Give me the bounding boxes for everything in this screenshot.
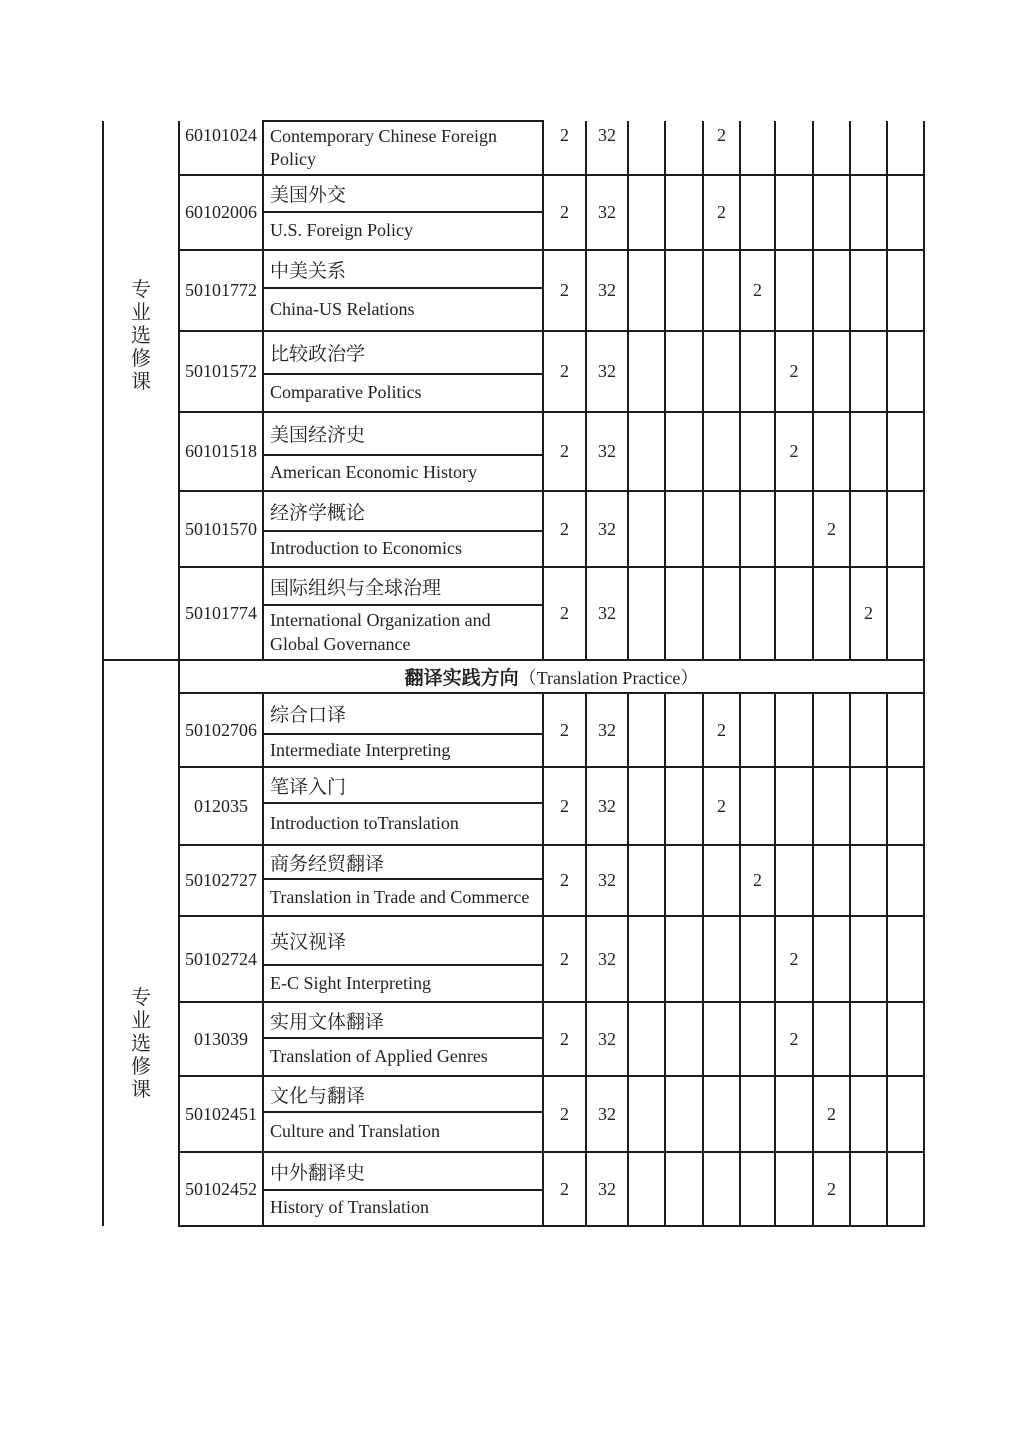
semester-1-cell bbox=[628, 1002, 665, 1076]
course-name-en: U.S. Foreign Policy bbox=[263, 212, 543, 250]
course-row bbox=[103, 250, 924, 288]
course-code-cell: 50102451 bbox=[179, 1076, 263, 1152]
semester-8-cell bbox=[887, 250, 924, 331]
course-code-cell: 50102706 bbox=[179, 693, 263, 767]
semester-1-cell bbox=[628, 845, 665, 916]
hours-cell: 32 bbox=[586, 1002, 628, 1076]
semester-3-cell bbox=[703, 491, 740, 567]
semester-5-cell bbox=[775, 693, 813, 767]
course-row bbox=[103, 412, 924, 455]
course-name-en: Translation of Applied Genres bbox=[263, 1038, 543, 1076]
course-row bbox=[103, 845, 924, 879]
semester-7-cell bbox=[850, 412, 887, 491]
category-label-char: 课 bbox=[131, 1079, 151, 1101]
semester-8-cell bbox=[887, 845, 924, 916]
hours-cell: 32 bbox=[586, 491, 628, 567]
semester-4-cell bbox=[740, 567, 775, 660]
section-header-cell bbox=[179, 660, 924, 693]
semester-4-cell bbox=[740, 175, 775, 250]
credits-cell: 2 bbox=[543, 845, 586, 916]
course-name-zh: 国际组织与全球治理 bbox=[263, 567, 543, 605]
course-name-zh: 经济学概论 bbox=[263, 491, 543, 531]
hours-cell: 32 bbox=[586, 567, 628, 660]
hours-cell: 32 bbox=[586, 1076, 628, 1152]
course-name-zh: 英汉视译 bbox=[263, 916, 543, 965]
semester-1-cell bbox=[628, 767, 665, 845]
semester-8-cell bbox=[887, 1152, 924, 1226]
course-code-cell: 50102452 bbox=[179, 1152, 263, 1226]
semester-7-cell bbox=[850, 331, 887, 412]
semester-8-cell bbox=[887, 412, 924, 491]
course-name-zh: 笔译入门 bbox=[263, 767, 543, 803]
section-header-zh: 翻译实践方向 bbox=[404, 668, 519, 689]
credits-cell: 2 bbox=[543, 175, 586, 250]
semester-8-cell bbox=[887, 567, 924, 660]
semester-7-cell bbox=[850, 175, 887, 250]
semester-4-cell bbox=[740, 412, 775, 491]
semester-8-cell bbox=[887, 331, 924, 412]
semester-6-cell bbox=[813, 567, 850, 660]
semester-6-cell bbox=[813, 1002, 850, 1076]
semester-6-cell bbox=[813, 412, 850, 491]
semester-8-cell bbox=[887, 175, 924, 250]
semester-4-cell bbox=[740, 693, 775, 767]
semester-3-cell: 2 bbox=[703, 121, 740, 175]
semester-7-cell bbox=[850, 693, 887, 767]
semester-2-cell bbox=[665, 916, 703, 1002]
semester-8-cell bbox=[887, 767, 924, 845]
course-name-en: Culture and Translation bbox=[263, 1112, 543, 1152]
semester-5-cell bbox=[775, 175, 813, 250]
category-label-char: 选 bbox=[131, 1033, 151, 1055]
category-label-char: 专 bbox=[131, 279, 151, 301]
semester-8-cell bbox=[887, 916, 924, 1002]
semester-1-cell bbox=[628, 250, 665, 331]
course-name-zh: 综合口译 bbox=[263, 693, 543, 734]
hours-cell: 32 bbox=[586, 412, 628, 491]
category-label-char: 专 bbox=[131, 987, 151, 1009]
credits-cell: 2 bbox=[543, 693, 586, 767]
course-name-en: American Economic History bbox=[263, 455, 543, 491]
semester-8-cell bbox=[887, 121, 924, 175]
course-code-cell: 50101772 bbox=[179, 250, 263, 331]
category-label-char: 修 bbox=[131, 1056, 151, 1078]
semester-4-cell bbox=[740, 916, 775, 1002]
course-row bbox=[103, 175, 924, 212]
semester-5-cell bbox=[775, 567, 813, 660]
course-name-en: E-C Sight Interpreting bbox=[263, 965, 543, 1002]
course-name-en: Introduction toTranslation bbox=[263, 803, 543, 845]
course-row bbox=[103, 1002, 924, 1038]
semester-5-cell bbox=[775, 767, 813, 845]
semester-7-cell bbox=[850, 250, 887, 331]
semester-3-cell: 2 bbox=[703, 767, 740, 845]
course-name-zh: 实用文体翻译 bbox=[263, 1002, 543, 1038]
credits-cell: 2 bbox=[543, 916, 586, 1002]
course-row bbox=[103, 121, 924, 175]
course-name-en: Comparative Politics bbox=[263, 374, 543, 412]
course-row bbox=[103, 693, 924, 734]
semester-4-cell bbox=[740, 121, 775, 175]
semester-4-cell bbox=[740, 1076, 775, 1152]
hours-cell: 32 bbox=[586, 250, 628, 331]
course-name-zh: 美国经济史 bbox=[263, 412, 543, 455]
course-name-en: Introduction to Economics bbox=[263, 531, 543, 567]
course-row bbox=[103, 331, 924, 374]
hours-cell: 32 bbox=[586, 1152, 628, 1226]
semester-1-cell bbox=[628, 412, 665, 491]
semester-1-cell bbox=[628, 331, 665, 412]
course-name-zh: 中外翻译史 bbox=[263, 1152, 543, 1190]
course-name-en: Intermediate Interpreting bbox=[263, 734, 543, 767]
semester-6-cell bbox=[813, 845, 850, 916]
semester-7-cell bbox=[850, 1002, 887, 1076]
semester-8-cell bbox=[887, 491, 924, 567]
semester-5-cell bbox=[775, 1152, 813, 1226]
semester-2-cell bbox=[665, 121, 703, 175]
semester-6-cell: 2 bbox=[813, 1076, 850, 1152]
semester-1-cell bbox=[628, 121, 665, 175]
course-code-cell: 50101572 bbox=[179, 331, 263, 412]
semester-4-cell bbox=[740, 331, 775, 412]
course-name-zh: 中美关系 bbox=[263, 250, 543, 288]
hours-cell: 32 bbox=[586, 845, 628, 916]
section-header-row bbox=[103, 660, 924, 693]
course-code-cell: 50101570 bbox=[179, 491, 263, 567]
semester-1-cell bbox=[628, 175, 665, 250]
semester-1-cell bbox=[628, 567, 665, 660]
semester-8-cell bbox=[887, 1076, 924, 1152]
semester-7-cell bbox=[850, 916, 887, 1002]
semester-4-cell bbox=[740, 491, 775, 567]
semester-2-cell bbox=[665, 693, 703, 767]
course-name-zh: 文化与翻译 bbox=[263, 1076, 543, 1112]
semester-3-cell bbox=[703, 916, 740, 1002]
course-row bbox=[103, 1152, 924, 1190]
credits-cell: 2 bbox=[543, 250, 586, 331]
semester-6-cell bbox=[813, 331, 850, 412]
course-code-cell: 012035 bbox=[179, 767, 263, 845]
semester-3-cell bbox=[703, 1002, 740, 1076]
semester-1-cell bbox=[628, 693, 665, 767]
semester-7-cell bbox=[850, 1152, 887, 1226]
semester-4-cell: 2 bbox=[740, 845, 775, 916]
semester-2-cell bbox=[665, 1076, 703, 1152]
credits-cell: 2 bbox=[543, 1002, 586, 1076]
category-label-char: 业 bbox=[131, 1010, 151, 1032]
section-header-en: （Translation Practice） bbox=[518, 668, 699, 688]
semester-2-cell bbox=[665, 1002, 703, 1076]
course-name-en: Contemporary Chinese Foreign Policy bbox=[263, 121, 543, 175]
semester-3-cell: 2 bbox=[703, 175, 740, 250]
semester-5-cell bbox=[775, 1076, 813, 1152]
semester-6-cell bbox=[813, 767, 850, 845]
semester-1-cell bbox=[628, 491, 665, 567]
course-name-en: China-US Relations bbox=[263, 288, 543, 331]
curriculum-table bbox=[102, 120, 925, 1227]
semester-6-cell: 2 bbox=[813, 491, 850, 567]
semester-6-cell bbox=[813, 250, 850, 331]
semester-2-cell bbox=[665, 175, 703, 250]
semester-3-cell bbox=[703, 1152, 740, 1226]
semester-3-cell bbox=[703, 1076, 740, 1152]
hours-cell: 32 bbox=[586, 767, 628, 845]
semester-5-cell: 2 bbox=[775, 916, 813, 1002]
semester-2-cell bbox=[665, 250, 703, 331]
semester-3-cell bbox=[703, 412, 740, 491]
course-name-en: Translation in Trade and Commerce bbox=[263, 879, 543, 916]
course-name-zh: 美国外交 bbox=[263, 175, 543, 212]
hours-cell: 32 bbox=[586, 693, 628, 767]
credits-cell: 2 bbox=[543, 1076, 586, 1152]
course-code-cell: 60101518 bbox=[179, 412, 263, 491]
credits-cell: 2 bbox=[543, 567, 586, 660]
course-code-cell: 60101024 bbox=[179, 121, 263, 175]
course-code-cell: 50102727 bbox=[179, 845, 263, 916]
semester-8-cell bbox=[887, 693, 924, 767]
semester-4-cell bbox=[740, 767, 775, 845]
course-row bbox=[103, 567, 924, 605]
semester-4-cell bbox=[740, 1002, 775, 1076]
semester-1-cell bbox=[628, 1152, 665, 1226]
semester-5-cell bbox=[775, 845, 813, 916]
semester-7-cell bbox=[850, 845, 887, 916]
course-row bbox=[103, 767, 924, 803]
credits-cell: 2 bbox=[543, 767, 586, 845]
semester-8-cell bbox=[887, 1002, 924, 1076]
category-label-char: 课 bbox=[131, 371, 151, 393]
semester-5-cell bbox=[775, 250, 813, 331]
semester-5-cell bbox=[775, 491, 813, 567]
course-name-zh: 商务经贸翻译 bbox=[263, 845, 543, 879]
semester-2-cell bbox=[665, 767, 703, 845]
course-row bbox=[103, 491, 924, 531]
credits-cell: 2 bbox=[543, 331, 586, 412]
hours-cell: 32 bbox=[586, 331, 628, 412]
category-label-char: 业 bbox=[131, 302, 151, 324]
semester-2-cell bbox=[665, 845, 703, 916]
semester-2-cell bbox=[665, 331, 703, 412]
category-label bbox=[103, 660, 179, 1226]
semester-2-cell bbox=[665, 1152, 703, 1226]
course-name-en: History of Translation bbox=[263, 1190, 543, 1226]
semester-3-cell bbox=[703, 845, 740, 916]
course-row bbox=[103, 916, 924, 965]
course-code-cell: 50102724 bbox=[179, 916, 263, 1002]
semester-3-cell bbox=[703, 567, 740, 660]
hours-cell: 32 bbox=[586, 916, 628, 1002]
semester-3-cell: 2 bbox=[703, 693, 740, 767]
semester-2-cell bbox=[665, 567, 703, 660]
semester-5-cell: 2 bbox=[775, 331, 813, 412]
credits-cell: 2 bbox=[543, 491, 586, 567]
semester-2-cell bbox=[665, 412, 703, 491]
semester-6-cell: 2 bbox=[813, 1152, 850, 1226]
semester-1-cell bbox=[628, 1076, 665, 1152]
course-code-cell: 60102006 bbox=[179, 175, 263, 250]
semester-5-cell: 2 bbox=[775, 412, 813, 491]
hours-cell: 32 bbox=[586, 121, 628, 175]
semester-6-cell bbox=[813, 693, 850, 767]
semester-6-cell bbox=[813, 175, 850, 250]
semester-2-cell bbox=[665, 491, 703, 567]
semester-6-cell bbox=[813, 916, 850, 1002]
semester-1-cell bbox=[628, 916, 665, 1002]
category-label bbox=[103, 121, 179, 660]
semester-7-cell bbox=[850, 121, 887, 175]
course-code-cell: 50101774 bbox=[179, 567, 263, 660]
category-label-char: 修 bbox=[131, 348, 151, 370]
semester-7-cell bbox=[850, 1076, 887, 1152]
credits-cell: 2 bbox=[543, 121, 586, 175]
semester-5-cell bbox=[775, 121, 813, 175]
course-code-cell: 013039 bbox=[179, 1002, 263, 1076]
semester-6-cell bbox=[813, 121, 850, 175]
semester-7-cell bbox=[850, 491, 887, 567]
course-row bbox=[103, 1076, 924, 1112]
semester-4-cell bbox=[740, 1152, 775, 1226]
credits-cell: 2 bbox=[543, 1152, 586, 1226]
semester-7-cell bbox=[850, 767, 887, 845]
course-name-zh: 比较政治学 bbox=[263, 331, 543, 374]
semester-5-cell: 2 bbox=[775, 1002, 813, 1076]
credits-cell: 2 bbox=[543, 412, 586, 491]
hours-cell: 32 bbox=[586, 175, 628, 250]
category-label-char: 选 bbox=[131, 325, 151, 347]
semester-3-cell bbox=[703, 250, 740, 331]
semester-7-cell: 2 bbox=[850, 567, 887, 660]
course-name-en: International Organization and Global Governance bbox=[263, 605, 543, 660]
semester-4-cell: 2 bbox=[740, 250, 775, 331]
semester-3-cell bbox=[703, 331, 740, 412]
